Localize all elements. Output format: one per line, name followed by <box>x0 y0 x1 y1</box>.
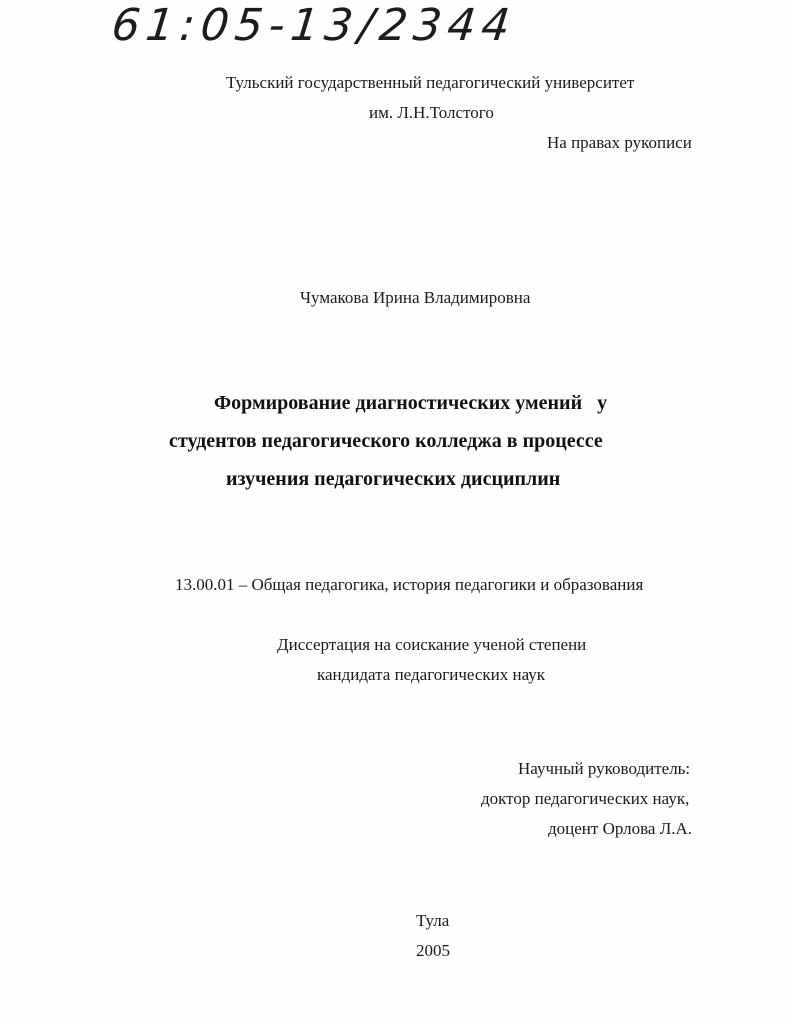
advisor-name: доцент Орлова Л.А. <box>548 819 693 838</box>
dissertation-title-line-2: студентов педагогического колледжа в процессе <box>169 430 603 452</box>
city: Тула <box>416 911 450 930</box>
handwritten-library-code: 61:05-13/2344 <box>109 0 519 51</box>
university-named-after: им. Л.Н.Толстого <box>369 103 494 122</box>
degree-line-2: кандидата педагогических наук <box>317 665 546 684</box>
manuscript-rights-note: На правах рукописи <box>547 133 692 152</box>
author-name: Чумакова Ирина Владимировна <box>300 288 531 307</box>
year: 2005 <box>416 941 450 960</box>
degree-line-1: Диссертация на соискание ученой степени <box>277 635 587 654</box>
advisor-degree: доктор педагогических наук, <box>481 789 690 808</box>
specialty-code: 13.00.01 – Общая педагогика, история педагогики и образования <box>175 575 644 594</box>
dissertation-title-line-3: изучения педагогических дисциплин <box>226 468 561 490</box>
dissertation-title-line-1: Формирование диагностических умений у <box>214 392 608 414</box>
university-name: Тульский государственный педагогический университет <box>226 73 635 92</box>
advisor-label: Научный руководитель: <box>518 759 691 778</box>
